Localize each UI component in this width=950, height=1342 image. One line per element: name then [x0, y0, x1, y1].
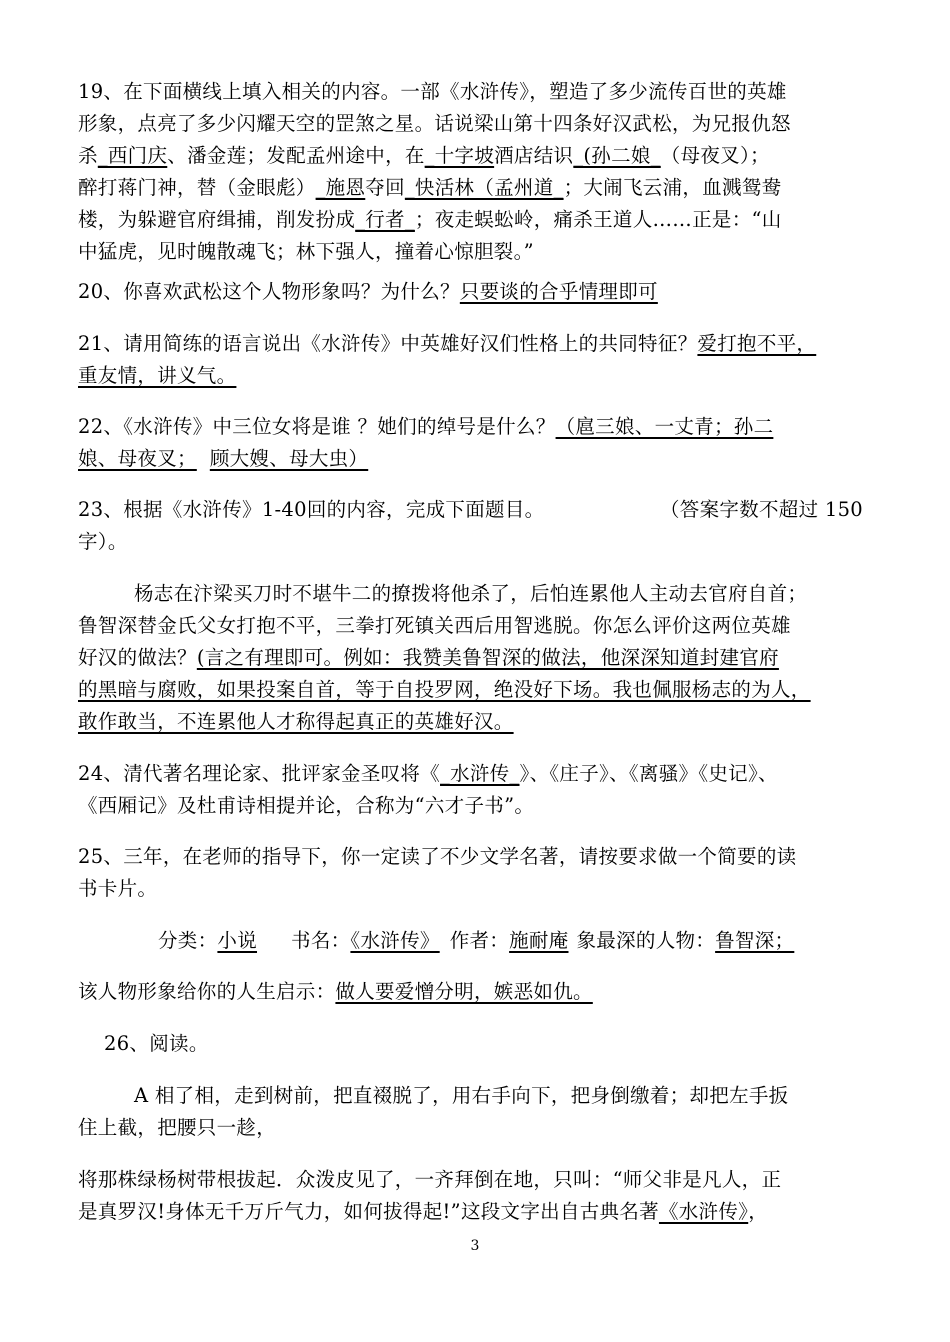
q23-line-1: 23、根据《水浒传》1-40回的内容，完成下面题目。 — [78, 498, 545, 521]
text: 杀 — [78, 144, 98, 167]
q19-line-5 — [78, 206, 782, 234]
text: 24、清代著名理论家、批评家金圣叹将《 — [78, 762, 441, 785]
q19-line-1: 19、在下面横线上填入相关的内容。一部《水浒传》，塑造了多少流传百世的英雄 — [78, 80, 787, 103]
q20-line — [78, 278, 658, 306]
answer-text: 重友情，讲义气。 — [78, 364, 237, 387]
answer-blank: _快活林（孟州道_ — [404, 176, 564, 199]
answer-text: 只要谈的合乎情理即可 — [459, 280, 658, 303]
q23-answer-line-3 — [78, 708, 514, 736]
author-label: 作者： — [449, 929, 510, 952]
text: 是真罗汉!身体无千万斤气力，如何拔得起!”这段文字出自古典名著 — [78, 1200, 659, 1223]
q23-answer-line-2 — [78, 676, 811, 704]
answer-blank: _西门庆 — [97, 144, 168, 167]
q23-line-2: 字）。 — [78, 530, 128, 553]
q23-passage-line-1: 杨志在汴梁买刀时不堪牛二的撩拨将他杀了，后怕连累他人主动去官府自首； — [134, 582, 808, 605]
book-value: 《水浒传》 — [350, 929, 440, 952]
answer-blank: _施恩 — [315, 176, 366, 199]
answer-text: 爱打抱不平， — [697, 332, 817, 355]
text: 夺回 — [365, 176, 405, 199]
text: 、潘金莲；发配孟州途中，在 — [167, 144, 425, 167]
answer-text: 娘、母夜叉； — [78, 447, 197, 470]
q22-line-2 — [78, 445, 368, 473]
q19-line-2: 形象，点亮了多少闪耀天空的罡煞之星。话说梁山第十四条好汉武松，为兄报仇怒 — [78, 112, 791, 135]
q23-passage-line-3 — [78, 644, 779, 672]
q24-line-1 — [78, 760, 778, 788]
answer-blank: _十字坡 — [424, 144, 495, 167]
text: ；夜走蜈蚣岭，痛杀王道人……正是：“山 — [414, 208, 782, 231]
author-value: 施耐庵 — [509, 929, 569, 952]
text: （母夜叉）； — [660, 144, 770, 167]
q25-insight-line — [78, 978, 593, 1006]
q26-title: 26、阅读。 — [104, 1032, 209, 1055]
category-value: 小说 — [217, 929, 258, 952]
answer-text: 的黑暗与腐败，如果投案自首，等于自投罗网，绝没好下场。我也佩服杨志的为人， — [78, 678, 811, 701]
q23-passage-line-2: 鲁智深替金氏父女打抱不平，三拳打死镇关西后用智逃脱。你怎么评价这两位英雄 — [78, 614, 791, 637]
answer-blank: _(孙二娘_ — [573, 144, 661, 167]
q25-reading-card — [158, 927, 794, 955]
text: 酒店结识 — [494, 144, 574, 167]
answer-text: （扈三娘、一丈青；孙二 — [555, 415, 774, 438]
q26-passage-line-2: 住上截，把腰只一趁， — [78, 1116, 277, 1139]
q19-line-4 — [78, 174, 781, 202]
answer-text: 顾大嫂、母大虫） — [209, 447, 369, 470]
answer-text: (言之有理即可。例如：我赞美鲁智深的做法，他深深知道封建官府 — [196, 646, 779, 669]
page-number: 3 — [470, 1238, 480, 1254]
text: 楼，为躲避官府缉捕，削发扮成 — [78, 208, 356, 231]
q19-line-3 — [78, 142, 770, 170]
q21-line-2 — [78, 362, 236, 390]
q25-line-1: 25、三年，在老师的指导下，你一定读了不少文学名著，请按要求做一个简要的读 — [78, 845, 797, 868]
text: ， — [748, 1200, 769, 1223]
answer-text: 敢作敢当，不连累他人才称得起真正的英雄好汉。 — [78, 710, 514, 733]
q19-line-6: 中猛虎，见时魄散魂飞；林下强人，撞着心惊胆裂。” — [78, 240, 534, 263]
answer-blank: _行者_ — [355, 208, 415, 231]
text: 醉打蒋门神，替（金眼彪） — [78, 176, 316, 199]
q24-line-2: 《西厢记》及杜甫诗相提并论，合称为“六才子书”。 — [78, 794, 535, 817]
q23-word-limit-note: （答案字数不超过 150 — [660, 498, 864, 521]
question-text: 好汉的做法？ — [78, 646, 197, 669]
text: 》、《庄子》、《离骚》《史记》、 — [519, 762, 778, 785]
question-text: 20、你喜欢武松这个人物形象吗？为什么？ — [78, 280, 460, 303]
q26-passage-line-1: A 相了相，走到树前，把直裰脱了，用右手向下，把身倒缴着；却把左手扳 — [134, 1084, 789, 1107]
character-label: 象最深的人物： — [576, 929, 716, 952]
insight-value: 做人要爱憎分明，嫉恶如仇。 — [335, 980, 593, 1003]
character-value: 鲁智深； — [715, 929, 795, 952]
q21-line-1 — [78, 330, 816, 358]
q22-line-1 — [78, 413, 773, 441]
q26-passage-line-3: 将那株绿杨树带根拔起．众泼皮见了，一齐拜倒在地，只叫：“师父非是凡人，正 — [78, 1168, 782, 1191]
answer-blank: _水浒传_ — [440, 762, 520, 785]
insight-label: 该人物形象给你的人生启示： — [78, 980, 336, 1003]
q25-line-2: 书卡片。 — [78, 877, 158, 900]
answer-text: 《水浒传》 — [658, 1200, 749, 1223]
category-label: 分类： — [158, 929, 218, 952]
q26-passage-line-4 — [78, 1198, 768, 1226]
text: ；大闹飞云浦，血溅鸳鸯 — [563, 176, 782, 199]
book-label: 书名： — [291, 929, 351, 952]
question-text: 22、《水浒传》中三位女将是谁 ？她们的绰号是什么？ — [78, 415, 556, 438]
question-text: 21、请用简练的语言说出《水浒传》中英雄好汉们性格上的共同特征？ — [78, 332, 698, 355]
